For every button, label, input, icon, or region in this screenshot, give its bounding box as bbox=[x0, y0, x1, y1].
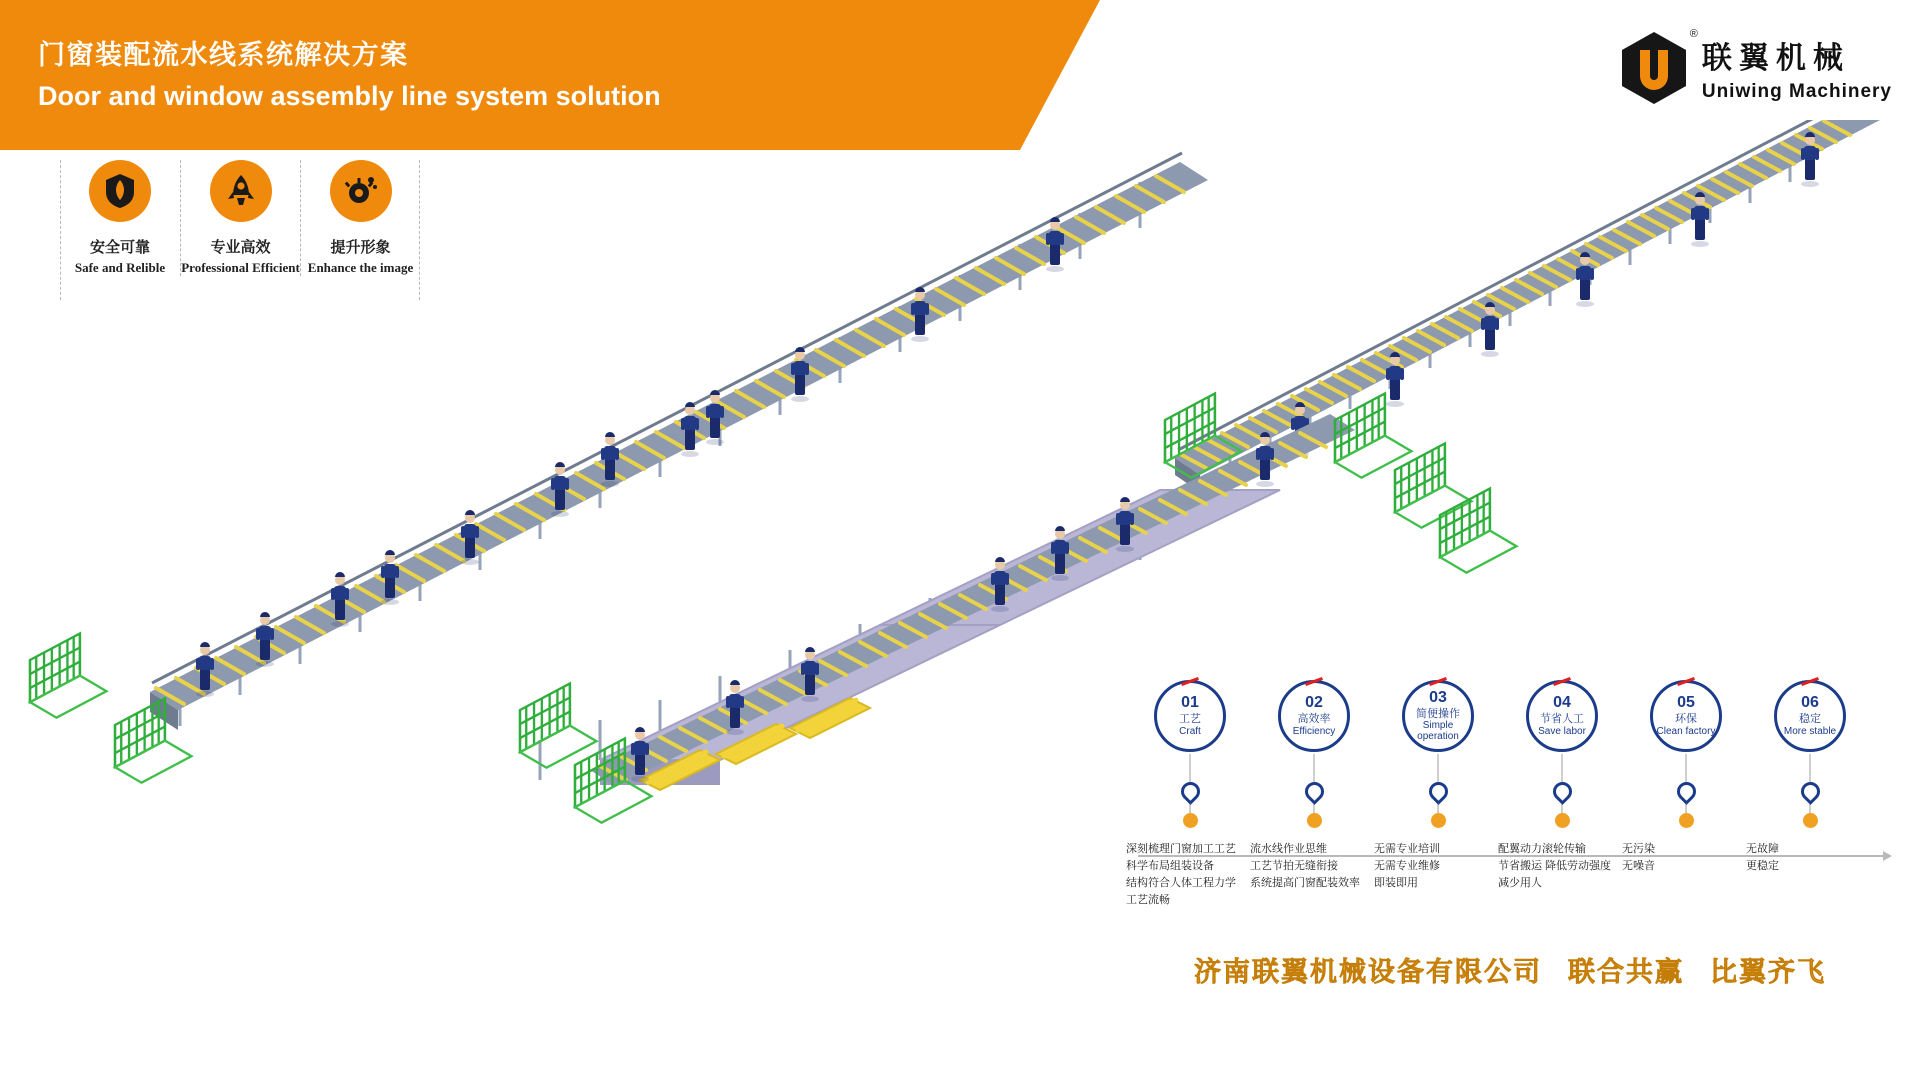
timeline-item-05[interactable] bbox=[1622, 680, 1746, 875]
map-pin-icon bbox=[1549, 778, 1576, 805]
desc-line: 即装即用 bbox=[1374, 877, 1418, 890]
slogan-part-1: 联合共赢 bbox=[1568, 957, 1684, 987]
timeline-description bbox=[1126, 841, 1254, 909]
timeline-dot bbox=[1555, 813, 1570, 828]
timeline-title-cn: 简便操作 bbox=[1416, 707, 1460, 720]
desc-line: 无污染 bbox=[1622, 843, 1655, 855]
timeline-number: 02 bbox=[1305, 694, 1323, 712]
desc-line: 流水线作业思维 bbox=[1250, 843, 1327, 855]
desc-line: 系统提高门窗配装效率 bbox=[1250, 877, 1360, 890]
timeline-number: 05 bbox=[1677, 694, 1695, 712]
logo-name-en: Uniwing Machinery bbox=[1701, 81, 1892, 102]
registered-mark: ® bbox=[1689, 28, 1698, 40]
footer-slogan-bar bbox=[1140, 950, 1880, 989]
timeline-item-03[interactable] bbox=[1374, 680, 1498, 892]
timeline-title-cn: 工艺 bbox=[1179, 713, 1201, 726]
timeline-number: 06 bbox=[1801, 694, 1819, 712]
timeline-title-cn: 环保 bbox=[1675, 713, 1697, 726]
timeline-item-06[interactable] bbox=[1746, 680, 1870, 875]
feature-label-en: Professional Efficient bbox=[181, 260, 300, 275]
timeline-title-en: More stable bbox=[1783, 725, 1837, 737]
timeline-dot bbox=[1307, 813, 1322, 828]
timeline-title-cn: 稳定 bbox=[1799, 713, 1821, 726]
hexagon-u-logo-icon bbox=[1620, 28, 1698, 106]
desc-line: 无需专业培训 bbox=[1374, 843, 1440, 855]
desc-line: 科学布局组装设备 bbox=[1126, 860, 1214, 873]
page-title-cn: 门窗装配流水线系统解决方案 bbox=[38, 40, 409, 70]
conveyor-line-1 bbox=[1175, 120, 1880, 492]
desc-line: 无故障 bbox=[1746, 843, 1779, 855]
timeline-stem bbox=[1809, 754, 1811, 782]
timeline-number: 04 bbox=[1553, 694, 1571, 712]
timeline-title-en: Simple operation bbox=[1417, 720, 1459, 743]
timeline-badge bbox=[1402, 680, 1474, 752]
desc-line: 减少用人 bbox=[1498, 877, 1542, 890]
timeline-description bbox=[1374, 841, 1502, 892]
timeline-badge bbox=[1526, 680, 1598, 752]
conveyor-line-2 bbox=[150, 153, 1208, 730]
feature-label-cn: 提升形象 bbox=[330, 240, 391, 256]
desc-line: 配翼动力滚轮传输 bbox=[1498, 843, 1586, 855]
feature-label-en: Safe and Relible bbox=[74, 260, 166, 275]
brand-logo bbox=[1620, 30, 1892, 106]
benefits-timeline bbox=[1126, 680, 1900, 930]
timeline-item-04[interactable] bbox=[1498, 680, 1622, 892]
map-pin-icon bbox=[1301, 778, 1328, 805]
feature-label-cn: 专业高效 bbox=[210, 240, 271, 256]
desc-line: 工艺流畅 bbox=[1126, 894, 1170, 907]
map-pin-icon bbox=[1797, 778, 1824, 805]
feature-label-en: Enhance the image bbox=[307, 260, 414, 275]
timeline-title-en: Clean factory bbox=[1656, 725, 1716, 737]
desc-line: 更稳定 bbox=[1746, 860, 1779, 873]
desc-line: 深刻梳理门窗加工工艺 bbox=[1126, 843, 1236, 855]
timeline-title-en: Craft bbox=[1179, 725, 1201, 737]
timeline-stem bbox=[1685, 754, 1687, 782]
page-title-en: Door and window assembly line system solution bbox=[38, 81, 661, 111]
timeline-stem bbox=[1313, 754, 1315, 782]
timeline-dot bbox=[1803, 813, 1818, 828]
timeline-badge bbox=[1774, 680, 1846, 752]
timeline-number: 03 bbox=[1429, 688, 1447, 706]
slogan-part-2: 比翼齐飞 bbox=[1710, 957, 1826, 987]
map-pin-icon bbox=[1673, 778, 1700, 805]
timeline-title-cn: 高效率 bbox=[1297, 713, 1331, 726]
desc-line: 节省搬运 降低劳动强度 bbox=[1498, 860, 1612, 873]
timeline-stem bbox=[1189, 754, 1191, 782]
timeline-stem bbox=[1561, 754, 1563, 782]
timeline-badge bbox=[1650, 680, 1722, 752]
desc-line: 工艺节拍无缝衔接 bbox=[1250, 860, 1338, 873]
map-pin-icon bbox=[1425, 778, 1452, 805]
logo-text bbox=[1702, 33, 1892, 103]
desc-line: 无需专业维修 bbox=[1374, 860, 1440, 873]
map-pin-icon bbox=[1177, 778, 1204, 805]
timeline-item-02[interactable] bbox=[1250, 680, 1374, 892]
timeline-item-01[interactable] bbox=[1126, 680, 1250, 909]
timeline-stem bbox=[1437, 754, 1439, 782]
timeline-description bbox=[1746, 841, 1874, 875]
timeline-title-cn: 节省人工 bbox=[1540, 713, 1584, 726]
timeline-badge bbox=[1154, 680, 1226, 752]
timeline-title-en: Save labor bbox=[1538, 725, 1586, 737]
feature-label-cn: 安全可靠 bbox=[89, 240, 150, 256]
timeline-description bbox=[1250, 841, 1378, 892]
company-name: 济南联翼机械设备有限公司 bbox=[1194, 957, 1542, 987]
timeline-title-en: Efficiency bbox=[1292, 725, 1336, 737]
timeline-dot bbox=[1679, 813, 1694, 828]
timeline-description bbox=[1622, 841, 1750, 875]
timeline-dot bbox=[1431, 813, 1446, 828]
logo-name-cn: 联翼机械 bbox=[1701, 42, 1850, 75]
timeline-dot bbox=[1183, 813, 1198, 828]
desc-line: 无噪音 bbox=[1622, 860, 1655, 873]
desc-line: 结构符合人体工程力学 bbox=[1126, 877, 1236, 890]
timeline-number: 01 bbox=[1181, 694, 1199, 712]
timeline-description bbox=[1498, 841, 1626, 892]
timeline-badge bbox=[1278, 680, 1350, 752]
